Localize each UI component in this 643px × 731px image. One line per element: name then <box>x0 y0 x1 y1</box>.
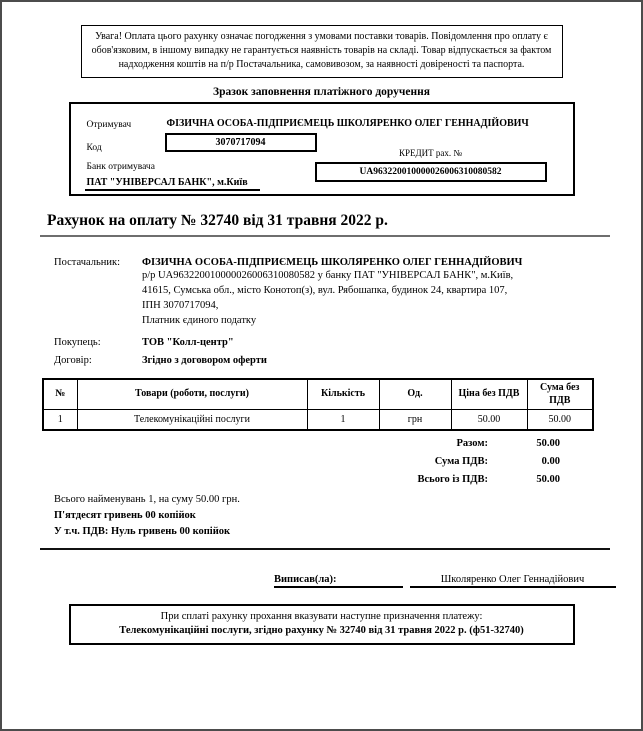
supplier-detail-account: р/р UA963220010000026006310080582 у банку ПАТ "УНІВЕРСАЛ БАНК", м.Київ, <box>142 270 514 281</box>
payment-warning-text: Увага! Оплата цього рахунку означає погодження з умовами поставки товарів. Повідомлення про оплату є обов'язковим, в іншому випадку не гарантується наявність товарів на складі. Товар відпускається за фактом надходження коштів на п/р Постачальника, самовивозом, за наявності довіреності та паспорта. <box>91 31 552 70</box>
credit-account-field: UA963220010000026006310080582 <box>315 162 547 182</box>
vat-sum-value: 0.00 <box>541 456 560 467</box>
col-header-price: Ціна без ПДВ <box>451 379 527 410</box>
total-value: 50.00 <box>536 438 560 449</box>
total-label: Разом: <box>456 438 488 449</box>
buyer-label: Покупець: <box>54 337 101 348</box>
supplier-detail-tax-status: Платник єдиного податку <box>142 315 257 326</box>
total-with-vat-label: Всього із ПДВ: <box>417 474 488 485</box>
summary-items-count: Всього найменувань 1, на суму 50.00 грн. <box>54 494 240 505</box>
cell-number: 1 <box>43 410 77 431</box>
total-with-vat-row <box>2 474 560 485</box>
payment-purpose-text: Телекомунікаційні послуги, згідно рахунку № 32740 від 31 травня 2022 р. (ф51-32740) <box>119 625 524 636</box>
vat-sum-row <box>2 456 560 467</box>
recipient-label: Отримувач <box>86 120 132 130</box>
signature-row <box>274 574 641 588</box>
col-header-unit: Од. <box>379 379 451 410</box>
credit-account-label: КРЕДИТ рах. № <box>399 148 462 158</box>
payment-purpose-intro: При сплаті рахунку прохання вказувати наступне призначення платежу: <box>160 611 483 622</box>
col-header-quantity: Кількість <box>307 379 379 410</box>
issued-by-name: Школяренко Олег Геннадійович <box>410 574 616 588</box>
amount-in-words: П'ятдесят гривень 00 копійок <box>54 510 196 521</box>
items-table-header <box>43 379 593 410</box>
contract-row <box>54 355 641 366</box>
recipient-bank-label: Банк отримувача <box>86 162 155 172</box>
col-header-goods: Товари (роботи, послуги) <box>77 379 307 410</box>
supplier-detail-address: 41615, Сумська обл., місто Конотоп(з), вул. Рябошапка, будинок 24, квартира 107, <box>142 285 508 296</box>
supplier-label: Постачальник: <box>54 257 121 268</box>
buyer-row <box>54 337 641 348</box>
recipient-bank-name: ПАТ "УНІВЕРСАЛ БАНК", м.Київ <box>85 177 260 191</box>
invoice-details <box>54 257 641 366</box>
buyer-name: ТОВ "Колл-центр" <box>142 337 234 348</box>
items-table <box>42 378 594 431</box>
vat-in-words: У т.ч. ПДВ: Нуль гривень 00 копійок <box>54 526 231 537</box>
total-row <box>2 438 560 449</box>
payment-purpose-notice <box>69 604 575 645</box>
col-header-sum: Сума без ПДВ <box>527 379 593 410</box>
total-with-vat-value: 50.00 <box>536 474 560 485</box>
cell-price: 50.00 <box>451 410 527 431</box>
cell-quantity: 1 <box>307 410 379 431</box>
payment-order-form <box>69 102 575 196</box>
cell-sum: 50.00 <box>527 410 593 431</box>
recipient-name: ФІЗИЧНА ОСОБА-ПІДПРИЄМЕЦЬ ШКОЛЯРЕНКО ОЛЕГ ГЕННАДІЙОВИЧ <box>166 118 529 129</box>
supplier-name: ФІЗИЧНА ОСОБА-ПІДПРИЄМЕЦЬ ШКОЛЯРЕНКО ОЛЕГ ГЕННАДІЙОВИЧ <box>142 257 523 268</box>
payment-warning-box <box>81 25 563 78</box>
col-header-number: № <box>43 379 77 410</box>
contract-value: Згідно з договором оферти <box>142 355 267 366</box>
title-divider <box>40 235 610 237</box>
issued-by-label: Виписав(ла): <box>274 574 403 588</box>
vat-sum-label: Сума ПДВ: <box>434 456 488 467</box>
payment-sample-title: Зразок заповнення платіжного доручення <box>213 86 430 98</box>
footer-divider <box>40 548 610 550</box>
code-label: Код <box>86 143 102 153</box>
invoice-title: Рахунок на оплату № 32740 від 31 травня 2022 р. <box>47 212 388 229</box>
cell-goods: Телекомунікаційні послуги <box>77 410 307 431</box>
code-field: 3070717094 <box>165 133 317 152</box>
table-row <box>43 410 593 431</box>
contract-label: Договір: <box>54 355 92 366</box>
cell-unit: грн <box>379 410 451 431</box>
summary-block <box>54 492 641 540</box>
totals-block <box>2 438 560 485</box>
supplier-row <box>54 257 641 268</box>
supplier-detail-ipn: ІПН 3070717094, <box>142 300 219 311</box>
